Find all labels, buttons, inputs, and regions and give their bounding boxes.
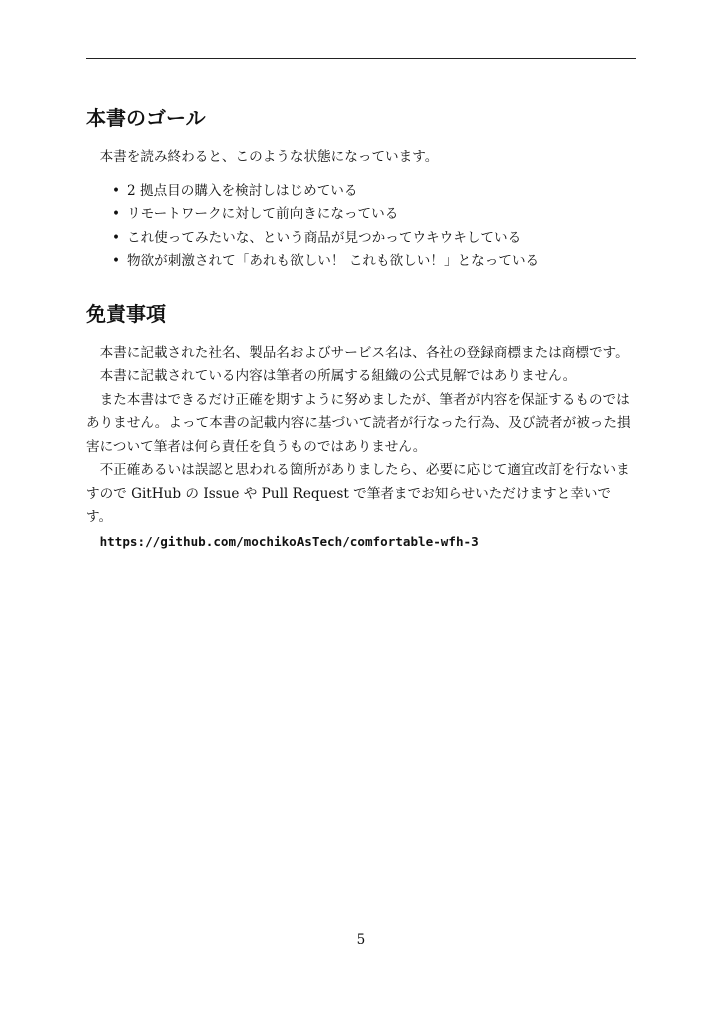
- goal-section-title: 本書のゴール: [86, 106, 206, 130]
- bullet-icon: •: [112, 182, 121, 199]
- list-item: [112, 180, 636, 204]
- list-item: [112, 227, 636, 251]
- list-item: [112, 250, 636, 274]
- list-item-text: 2 拠点目の購入を検討しはじめている: [127, 182, 358, 199]
- disclaimer-paragraph: 不正確あるいは誤認と思われる箇所がありましたら、必要に応じて適宜改訂を行ないますので GitHub の Issue や Pull Request で筆者までお知らせいただけますと幸いです。: [86, 462, 630, 525]
- goal-intro-paragraph: 本書を読み終わると、このような状態になっています。: [99, 149, 439, 165]
- bullet-icon: •: [112, 229, 121, 246]
- disclaimer-section-title: 免責事項: [86, 301, 166, 326]
- header-rule: [86, 58, 636, 59]
- list-item: [112, 203, 636, 227]
- list-item-text: 物欲が刺激されて「あれも欲しい！ これも欲しい！」となっている: [127, 253, 540, 269]
- github-repository-link[interactable]: https://github.com/mochikoAsTech/comfortable-wfh-3: [99, 533, 479, 549]
- page-content: [86, 104, 636, 553]
- list-item-text: リモートワークに対して前向きになっている: [127, 206, 399, 222]
- list-item-text: これ使ってみたいな、という商品が見つかってウキウキしている: [127, 229, 522, 246]
- bullet-icon: •: [112, 206, 121, 222]
- page-number: 5: [356, 932, 366, 948]
- disclaimer-paragraph: 本書に記載された社名、製品名およびサービス名は、各社の登録商標または商標です。: [99, 344, 629, 361]
- bullet-icon: •: [112, 253, 121, 269]
- disclaimer-paragraph: 本書に記載されている内容は筆者の所属する組織の公式見解ではありません。: [99, 368, 577, 384]
- goal-list: [86, 180, 636, 274]
- disclaimer-paragraph: また本書はできるだけ正確を期すように努めましたが、筆者が内容を保証するものではありません。よって本書の記載内容に基づいて読者が行なった行為、及び読者が被った損害について筆者は何ら責任を負うものではありません。: [86, 391, 631, 455]
